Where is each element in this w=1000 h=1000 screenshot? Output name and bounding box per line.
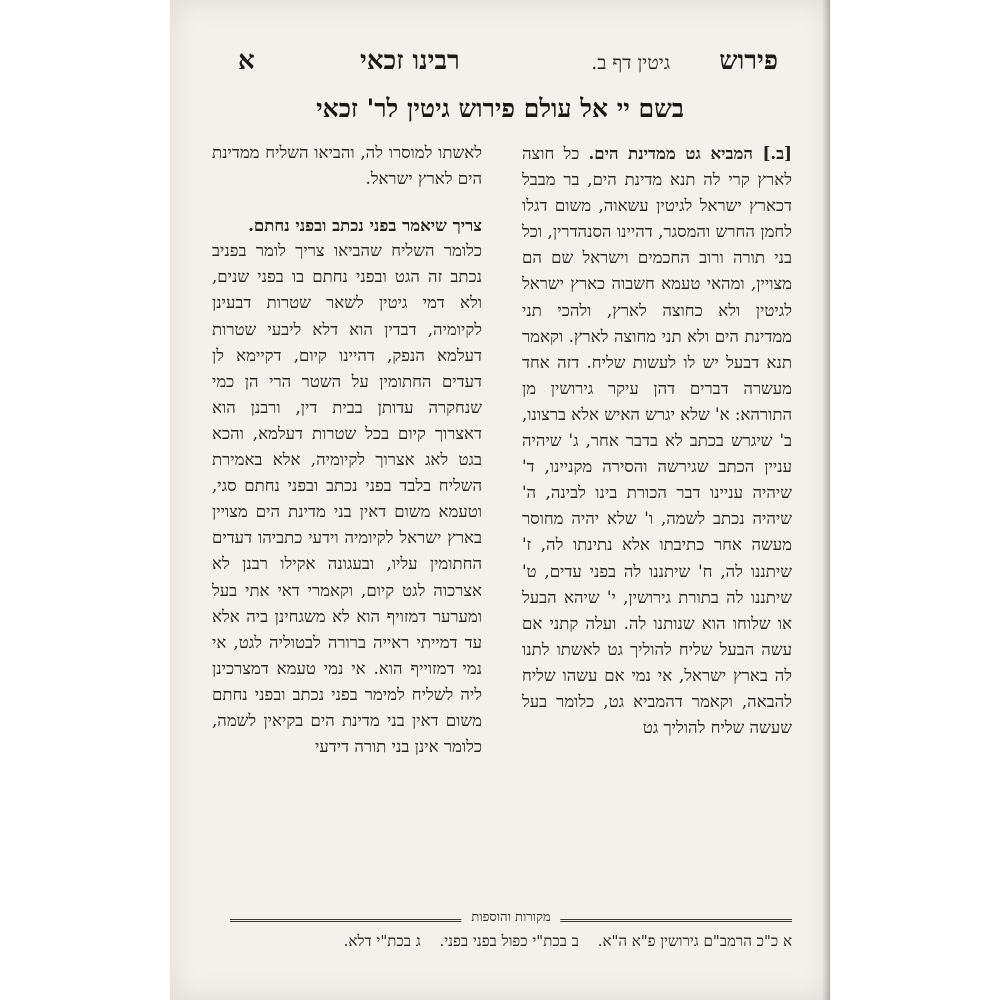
right-column-text xyxy=(522,140,792,741)
left-column-intro: לאשתו למוסרו לה, והביאו השליח ממדינת הים לארץ ישראל. xyxy=(212,143,482,189)
footnote-item: ב בכת"י כפול בפני בפני. xyxy=(439,932,579,950)
header-title-left: רבינו זכאי xyxy=(360,46,460,76)
header-folio: גיטין דף ב. xyxy=(591,52,670,74)
mishnah-lead: [ב.] המביא גט ממדינת הים. xyxy=(588,143,792,163)
running-header xyxy=(200,40,800,84)
footnote-item: ג בכת"י דלא. xyxy=(343,932,421,950)
footnotes-label: מקורות והוספות xyxy=(461,909,560,925)
header-title-right: פירוש xyxy=(719,46,778,76)
page-letter: א xyxy=(238,46,255,76)
page-headline: בשם יי אל עולם פירוש גיטין לר' זכאי xyxy=(316,94,684,123)
book-page xyxy=(170,0,830,1000)
page-gutter-shadow xyxy=(822,0,830,1000)
right-column xyxy=(522,140,792,900)
left-column-body: כלומר השליח שהביאו צריך לומר בפניב נכתב זה הגט ובפני נחתם בו בפני שנים, ולא דמי גיטין לשאר שטרות דבעינן לקיומיה, דבדין הוא דלא ליבעי שטרות דעלמא הנפק, דהיינו קיום, דקיימא לן דעדים החתומין על השטר הרי הן כמי שנחקרה עדותן בבית דין, ורבנן הוא דאצרוך קיום בכל שטרות דעלמא, והכא בגט לאג אצרוך לקיומיה, אלא באמירת השליח בלבד בפני נכתב ובפני נחתם סגי, וטעמא משום דאין בני מדינת הים מצויין בארץ ישראל לקיומיה וידעי כתביהו דעדים החתומין עליו, ובעגונה אקילו רבנן לא אצרכוה לגט קיום, וקאמרי דאי אתי בעל ומערער דמזויף הוא לא משגחינן ביה אלא עד דמייתי ראייה ברורה לבטוליה לגט, אי נמי דמזוייף הוא. אי נמי טעמא דמצרכינן ליה לשליח למימר בפני נכתב ובפני נחתם משום דאין בני מדינת הים בקיאין לשמה, כלומר אינן בני תורה דידעי xyxy=(212,241,482,757)
footnote-item: א כ"כ הרמב"ם גירושין פ"א ה"א. xyxy=(597,932,792,950)
footnotes-divider xyxy=(230,910,792,925)
footnotes xyxy=(226,932,792,951)
mishnah-subhead: צריך שיאמר בפני נכתב ובפני נחתם. xyxy=(248,215,482,236)
left-column xyxy=(212,140,482,900)
right-column-body: כל חוצה לארץ קרי לה תנא מדינת הים, בר מבבל דכארץ ישראל לגיטין עשאוה, משום דגלו לחמן החרש והמסגר, דהיינו הסנהדרין, וכל בני תורה ורוב החכמים וישראל שם הם מצויין, ומהאי טעמא חשבוה כארץ ישראל לגיטין ולא כחוצה לארץ, ולהכי תני ממדינת הים ולא תני מחוצה לארץ. וקאמר תנא דבעל יש לו לעשות שליח. דזה אחד מעשרה דברים דהן עיקר גירושין מן התורהא: א' שלא יגרש האיש אלא ברצונו, ב' שיגרש בכתב לא בדבר אחר, ג' שיהיה עניין הכתב שגירשה והסירה מקניינו, ד' שיהיה עניינו דבר הכורת בינו לבינה, ה' שיהיה נכתב לשמה, ו' שלא יהיה מחוסר מעשה אחר כתיבתו אלא נתינתו לה, ז' שיתננו לה, ח' שיתננו לה בפני עדים, ט' שיתננו לה בתורת גירושין, י' שיהא הבעל או שלוחו הוא שנותנו לה. ועלה קתני אם עשה הבעל שליח להוליך גט לאשתו לתנו לה בארץ ישראל, אי נמי אם עשהו שליח להבאה, וקאמר דהמביא גט, כלומר בעל שעשה שליח להוליך גט xyxy=(522,144,792,738)
